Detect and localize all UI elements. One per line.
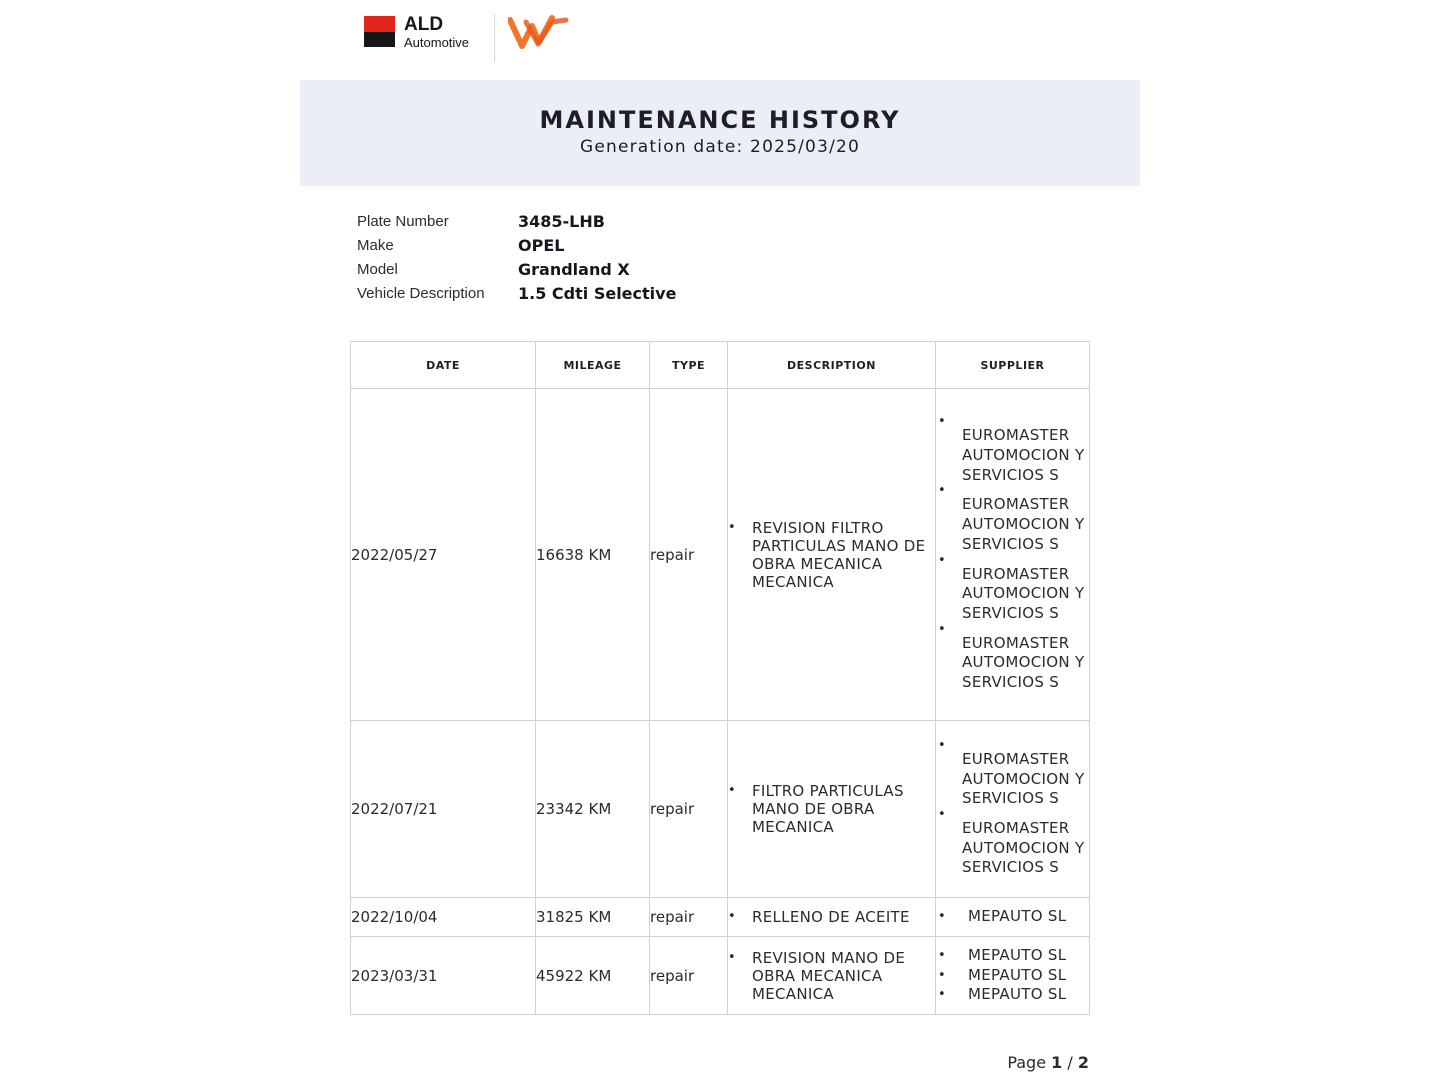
ald-brand-sub: Automotive [404, 35, 470, 50]
supplier-item: • MEPAUTO SL [936, 985, 1089, 1005]
page-total: 2 [1077, 1053, 1089, 1072]
supplier-item: • EUROMASTER AUTOMOCION Y SERVICIOS S [936, 624, 1089, 693]
maintenance-table [350, 341, 1090, 1015]
description-cell [728, 937, 936, 1015]
page-indicator [1007, 1053, 1089, 1072]
mileage-cell: 45922 KM [536, 937, 650, 1015]
description-cell [728, 898, 936, 937]
column-header-date: DATE [351, 342, 536, 389]
description-item: • REVISION MANO DE OBRA MECANICA MECANICA [728, 949, 935, 1003]
supplier-item: • EUROMASTER AUTOMOCION Y SERVICIOS S [936, 416, 1089, 485]
logo-divider [494, 14, 495, 62]
vehicle-description-label: Vehicle Description [357, 285, 485, 302]
type-cell: repair [650, 721, 728, 898]
supplier-cell [936, 721, 1090, 898]
model-value: Grandland X [518, 260, 630, 279]
partner-w-logo-icon [508, 14, 570, 50]
type-cell: repair [650, 898, 728, 937]
supplier-cell [936, 389, 1090, 721]
date-cell: 2022/07/21 [351, 721, 536, 898]
date-cell: 2022/10/04 [351, 898, 536, 937]
table-header-row [351, 342, 1090, 389]
model-label: Model [357, 261, 398, 278]
page-title: MAINTENANCE HISTORY [539, 106, 901, 134]
description-item: • REVISION FILTRO PARTICULAS MANO DE OBRA MECANICA MECANICA [728, 519, 935, 591]
ald-brand-name: ALD [404, 14, 444, 35]
page-prefix: Page [1007, 1053, 1047, 1072]
description-item: • FILTRO PARTICULAS MANO DE OBRA MECANICA [728, 782, 935, 836]
type-cell: repair [650, 389, 728, 721]
column-header-type: TYPE [650, 342, 728, 389]
table-row [351, 937, 1090, 1015]
supplier-cell [936, 937, 1090, 1015]
page-separator: / [1067, 1053, 1073, 1072]
table-row [351, 389, 1090, 721]
plate-number-value: 3485-LHB [518, 212, 605, 231]
report-header [300, 80, 1140, 186]
column-header-supplier: SUPPLIER [936, 342, 1090, 389]
generation-date: Generation date: 2025/03/20 [579, 137, 861, 157]
plate-number-label: Plate Number [357, 213, 449, 230]
table-row [351, 721, 1090, 898]
description-cell [728, 389, 936, 721]
page-current: 1 [1051, 1053, 1063, 1072]
supplier-item: • EUROMASTER AUTOMOCION Y SERVICIOS S [936, 740, 1089, 809]
mileage-cell: 16638 KM [536, 389, 650, 721]
supplier-item: • MEPAUTO SL [936, 966, 1089, 986]
make-value: OPEL [518, 236, 565, 255]
mileage-cell: 31825 KM [536, 898, 650, 937]
ald-logo-text [404, 15, 469, 49]
ald-logo-mark [364, 16, 395, 47]
column-header-mileage: MILEAGE [536, 342, 650, 389]
table-row [351, 898, 1090, 937]
supplier-item: • MEPAUTO SL [936, 946, 1089, 966]
mileage-cell: 23342 KM [536, 721, 650, 898]
supplier-item: • EUROMASTER AUTOMOCION Y SERVICIOS S [936, 809, 1089, 878]
supplier-item: • EUROMASTER AUTOMOCION Y SERVICIOS S [936, 485, 1089, 554]
supplier-item: • EUROMASTER AUTOMOCION Y SERVICIOS S [936, 555, 1089, 624]
column-header-description: DESCRIPTION [728, 342, 936, 389]
supplier-cell [936, 898, 1090, 937]
supplier-item: • MEPAUTO SL [936, 907, 1089, 927]
make-label: Make [357, 237, 394, 254]
date-cell: 2023/03/31 [351, 937, 536, 1015]
date-cell: 2022/05/27 [351, 389, 536, 721]
description-cell [728, 721, 936, 898]
vehicle-description-value: 1.5 Cdti Selective [518, 284, 677, 303]
description-item: • RELLENO DE ACEITE [728, 908, 935, 926]
type-cell: repair [650, 937, 728, 1015]
